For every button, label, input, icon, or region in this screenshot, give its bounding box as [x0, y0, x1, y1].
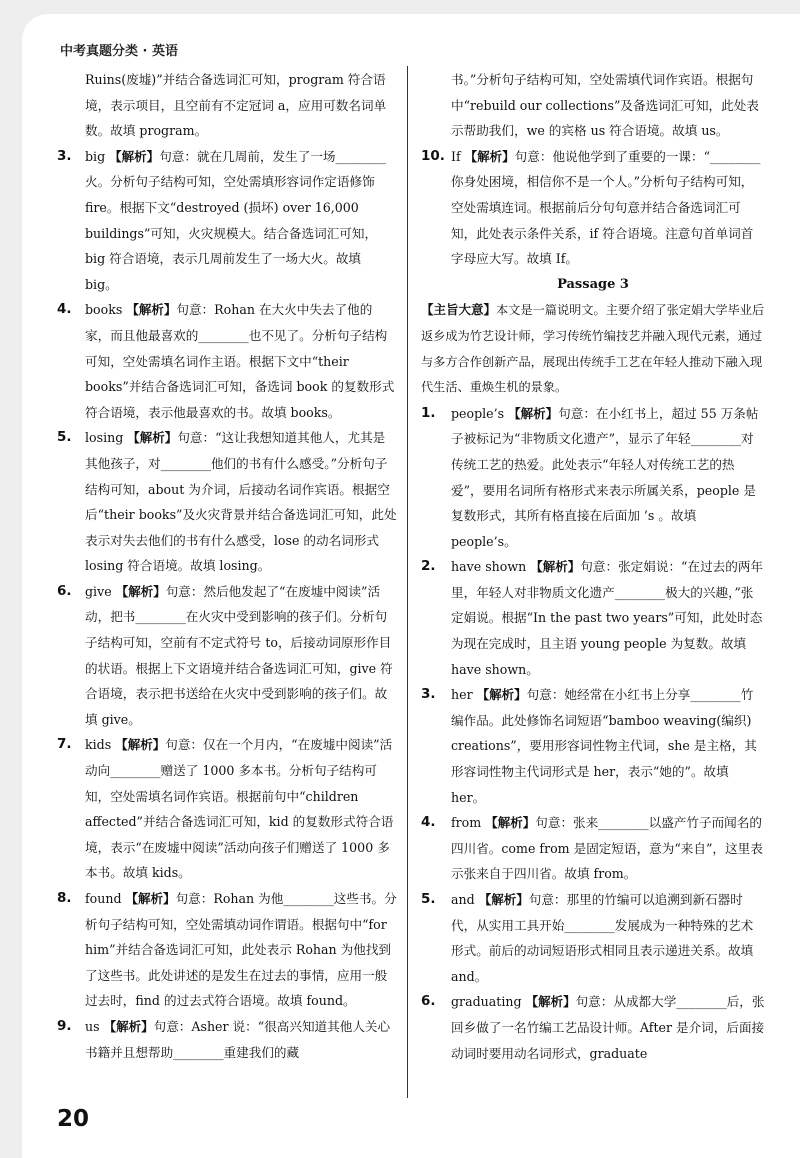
item-number: 3. — [57, 147, 72, 164]
item-number: 9. — [57, 1017, 72, 1034]
item-number: 1. — [421, 404, 436, 421]
item-explanation: 句意：她经常在小红书上分享________竹编作品。此处修饰名词短语“bamboo weaving(编织) creations”，要用形容词性物主代词，she 是主格，其形容词性物主代词形式是 her，表示“她的”。故填 her。 — [451, 687, 757, 805]
item-number: 3. — [421, 686, 436, 703]
item-number: 4. — [421, 814, 436, 831]
item-explanation: 句意：Asher 说：“很高兴知道其他人关心书籍并且想帮助________重建我们的藏 — [85, 1018, 391, 1060]
analysis-tag: 【解析】 — [485, 815, 536, 831]
item-answer: graduating — [451, 994, 522, 1010]
answer-item-p3-1 — [421, 401, 765, 555]
page-header: 中考真题分类 · 英语 — [60, 44, 178, 59]
item-explanation: 句意：他说他学到了重要的一课：“________你身处困境，相信你不是一个人。”分析句子结构可知，空处需填连词。根据前后分句句意并结合备选词汇可知，此处表示条件关系，if 符合语境。注意句首单词首字母应大写。故填 If。 — [451, 148, 761, 267]
answer-item-7 — [57, 732, 397, 886]
answer-item-4 — [57, 297, 397, 425]
main-idea-text: 本文是一篇说明文。主要介绍了张定娟大学毕业后返乡成为竹艺设计师，学习传统竹编技艺并融入现代元素，通过与多方合作创新产品，展现出传统手工艺在年轻人推动下融入现代生活、重焕生机的景象。 — [421, 303, 765, 395]
item-number: 5. — [57, 429, 72, 446]
answer-item-5 — [57, 425, 397, 579]
item-explanation: 句意：张定娟说：“在过去的两年里，年轻人对非物质文化遗产________极大的兴趣，”张定娟说。根据“In the past two years”可知，此处时态为现在完成时，且主语 young people 为复数。故填 have shown。 — [451, 559, 764, 677]
main-idea-summary — [421, 297, 765, 400]
item-number: 8. — [57, 890, 72, 906]
item-answer: have shown — [451, 559, 527, 575]
item-number: 10. — [421, 147, 445, 164]
item-number: 2. — [421, 558, 436, 575]
analysis-tag: 【解析】 — [508, 405, 559, 421]
analysis-tag: 【解析】 — [125, 891, 176, 906]
analysis-tag: 【解析】 — [530, 559, 581, 575]
left-intro-paragraph: Ruins(废墟)”并结合备选词汇可知，program 符合语境，表示项目，且空前有不定冠词 a，应用可数名词单数。故填 program。 — [85, 72, 387, 139]
item-answer: give — [85, 583, 112, 599]
item-answer: books — [85, 302, 123, 318]
analysis-tag: 【解析】 — [127, 430, 178, 446]
item-explanation: 句意：那里的竹编可以追溯到新石器时代，从实用工具开始________发展成为一种特殊的艺术形式。前后的动词短语形式相同且表示递进关系。故填 and。 — [451, 892, 754, 984]
answer-item-p3-2 — [421, 554, 765, 682]
item-answer: losing — [85, 430, 124, 446]
analysis-tag: 【解析】 — [476, 687, 527, 703]
item-explanation: 句意：然后他发起了“在废墟中阅读”活动，把书________在火灾中受到影响的孩子们。分析句子结构可知，空前有不定式符号 to，后接动词原形作目的状语。根据上下文语境并结合备选词汇可知，give 符合语境，表示把书送给在火灾中受到影响的孩子们。故填 give。 — [85, 583, 393, 727]
answer-item-10 — [421, 144, 765, 272]
page — [22, 14, 800, 1158]
item-number: 6. — [421, 993, 436, 1010]
item-answer: found — [85, 891, 122, 906]
item-number: 4. — [57, 301, 72, 318]
passage-title: Passage 3 — [557, 276, 629, 292]
answer-item-p3-3 — [421, 682, 765, 810]
answer-item-6 — [57, 579, 397, 733]
answer-item-3 — [57, 144, 397, 298]
page-number: 20 — [57, 1106, 90, 1132]
analysis-tag: 【解析】 — [478, 892, 529, 907]
item-explanation: 句意：从成都大学________后，张回乡做了一名竹编工艺品设计师。After 是介词，后面接动词时要用动名词形式，graduate — [451, 994, 765, 1061]
left-column — [57, 67, 397, 1065]
answer-item-p3-5 — [421, 887, 765, 989]
item-explanation: 句意：“这让我想知道其他人，尤其是其他孩子，对________他们的书有什么感受。”分析句子结构可知，about 为介词，后接动名词作宾语。根据空后“their books”及火灾背景并结合备选词汇可知，此处表示对失去他们的书有什么感受，lose 的动名词形式 losing 符合语境。故填 losing。 — [85, 430, 397, 574]
analysis-tag: 【解析】 — [109, 148, 160, 164]
item-number: 5. — [421, 891, 436, 907]
answer-item-p3-4 — [421, 810, 765, 887]
item-number: 7. — [57, 736, 72, 753]
item-explanation: 句意：就在几周前，发生了一场________火。分析句子结构可知，空处需填形容词作定语修饰 fire。根据下文“destroyed (损坏) over 16,000 buildings”可知，火灾规模大。结合备选词汇可知，big 符合语境，表示几周前发生了一场大火。故填 big。 — [85, 148, 386, 292]
item-explanation: 句意：Rohan 在大火中失去了他的家，而且他最喜欢的________也不见了。分析句子结构可知，空处需填名词作主语。根据下文中“their books”并结合备选词汇可知，备选词 book 的复数形式符合语境，表示他最喜欢的书。故填 books。 — [85, 302, 395, 420]
item-explanation: 句意：张来________以盛产竹子而闻名的四川省。come from 是固定短语，意为“来自”，这里表示张来自于四川省。故填 from。 — [451, 815, 763, 882]
item-answer: big — [85, 148, 106, 164]
item-answer: people’s — [451, 405, 505, 421]
item-explanation: 句意：Rohan 为他________这些书。分析句子结构可知，空处需填动词作谓语。根据句中“for him”并结合备选词汇可知，此处表示 Rohan 为他找到了这些书。此处讲述的是发生在过去的事情，应用一般过去时，find 的过去式符合语境。故填 found。 — [85, 891, 397, 1009]
analysis-tag: 【解析】 — [525, 994, 576, 1010]
item-answer: us — [85, 1018, 100, 1034]
item-number: 6. — [57, 582, 72, 599]
item-explanation: 句意：在小红书上，超过 55 万条帖子被标记为“非物质文化遗产”，显示了年轻________对传统工艺的热爱。此处表示“年轻人对传统工艺的热爱”，要用名词所有格形式来表示所属关系，people 是复数形式，其所有格直接在后面加 ’s 。故填 people’s。 — [451, 405, 759, 549]
right-continuation-paragraph: 书。”分析句子结构可知，空处需填代词作宾语。根据句中“rebuild our collections”及备选词汇可知，此处表示帮助我们，we 的宾格 us 符合语境。故填 us。 — [451, 72, 759, 139]
item-answer: her — [451, 687, 473, 703]
item-explanation: 句意：仅在一个月内，“在废墟中阅读”活动向________赠送了 1000 多本书。分析句子结构可知，空处需填名词作宾语。根据前句中“children affected”并结合备选词汇可知，kid 的复数形式符合语境，表示“在废墟中阅读”活动向孩子们赠送了 1000 多本书。故填 kids。 — [85, 737, 394, 881]
analysis-tag: 【解析】 — [464, 148, 515, 164]
analysis-tag: 【解析】 — [126, 302, 177, 318]
column-divider — [407, 66, 408, 1098]
analysis-tag: 【解析】 — [103, 1018, 154, 1034]
answer-item-p3-6 — [421, 989, 765, 1066]
main-idea-tag: 【主旨大意】 — [421, 302, 497, 318]
answer-item-8 — [57, 886, 397, 1014]
answer-item-9 — [57, 1014, 397, 1065]
analysis-tag: 【解析】 — [115, 583, 166, 599]
analysis-tag: 【解析】 — [115, 737, 166, 753]
item-answer: and — [451, 892, 475, 907]
item-answer: kids — [85, 737, 112, 753]
item-answer: If — [451, 148, 461, 164]
item-answer: from — [451, 815, 482, 831]
right-column — [421, 67, 765, 1066]
